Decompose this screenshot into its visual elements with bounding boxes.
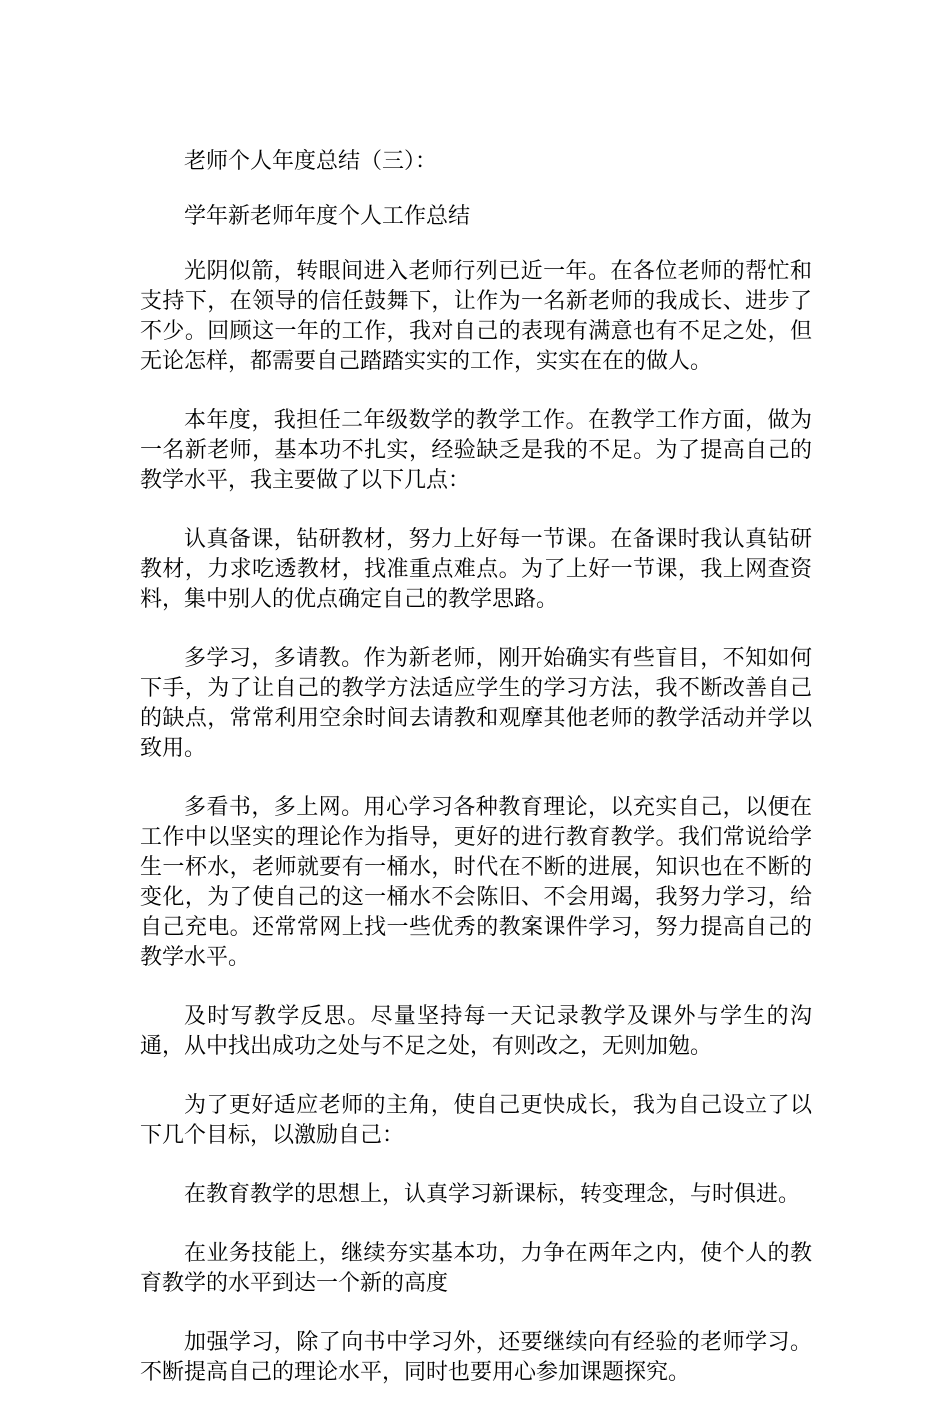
paragraph: 为了更好适应老师的主角，使自己更快成长，我为自己设立了以下几个目标，以激励自己：: [140, 1093, 812, 1148]
paragraph: 认真备课，钻研教材，努力上好每一节课。在备课时我认真钻研教材，力求吃透教材，找准重点难点。为了上好一节课，我上网查资料，集中别人的优点确定自己的教学思路。: [140, 527, 812, 612]
paragraph: 多学习，多请教。作为新老师，刚开始确实有些盲目，不知如何下手，为了让自己的教学方法适应学生的学习方法，我不断改善自己的缺点，常常利用空余时间去请教和观摩其他老师的教学活动并学以致用。: [140, 646, 812, 761]
paragraph: 在教育教学的思想上，认真学习新课标，转变理念，与时俱进。: [184, 1182, 801, 1207]
paragraph: 加强学习，除了向书中学习外，还要继续向有经验的老师学习。不断提高自己的理论水平，同时也要用心参加课题探究。: [140, 1330, 812, 1385]
paragraph: 光阴似箭，转眼间进入老师行列已近一年。在各位老师的帮忙和支持下，在领导的信任鼓舞下，让作为一名新老师的我成长、进步了不少。回顾这一年的工作，我对自己的表现有满意也有不足之处，但无论怎样，都需要自己踏踏实实的工作，实实在在的做人。: [140, 259, 812, 374]
paragraph: 多看书，多上网。用心学习各种教育理论，以充实自己，以便在工作中以坚实的理论作为指导，更好的进行教育教学。我们常说给学生一杯水，老师就要有一桶水，时代在不断的进展，知识也在不断的变化，为了使自己的这一桶水不会陈旧、不会用竭，我努力学习，给自己充电。还常常网上找一些优秀的教案课件学习，努力提高自己的教学水平。: [140, 795, 812, 970]
paragraph: 本年度，我担任二年级数学的教学工作。在教学工作方面，做为一名新老师，基本功不扎实，经验缺乏是我的不足。为了提高自己的教学水平，我主要做了以下几点：: [140, 408, 812, 493]
document-title: 老师个人年度总结（三）：: [184, 149, 438, 174]
paragraph: 及时写教学反思。尽量坚持每一天记录教学及课外与学生的沟通，从中找出成功之处与不足之处，有则改之，无则加勉。: [140, 1004, 812, 1059]
document-body: [140, 147, 812, 1417]
document-subtitle: 学年新老师年度个人工作总结: [184, 204, 471, 229]
paragraph: 在业务技能上，继续夯实基本功，力争在两年之内，使个人的教育教学的水平到达一个新的高度: [140, 1241, 812, 1296]
